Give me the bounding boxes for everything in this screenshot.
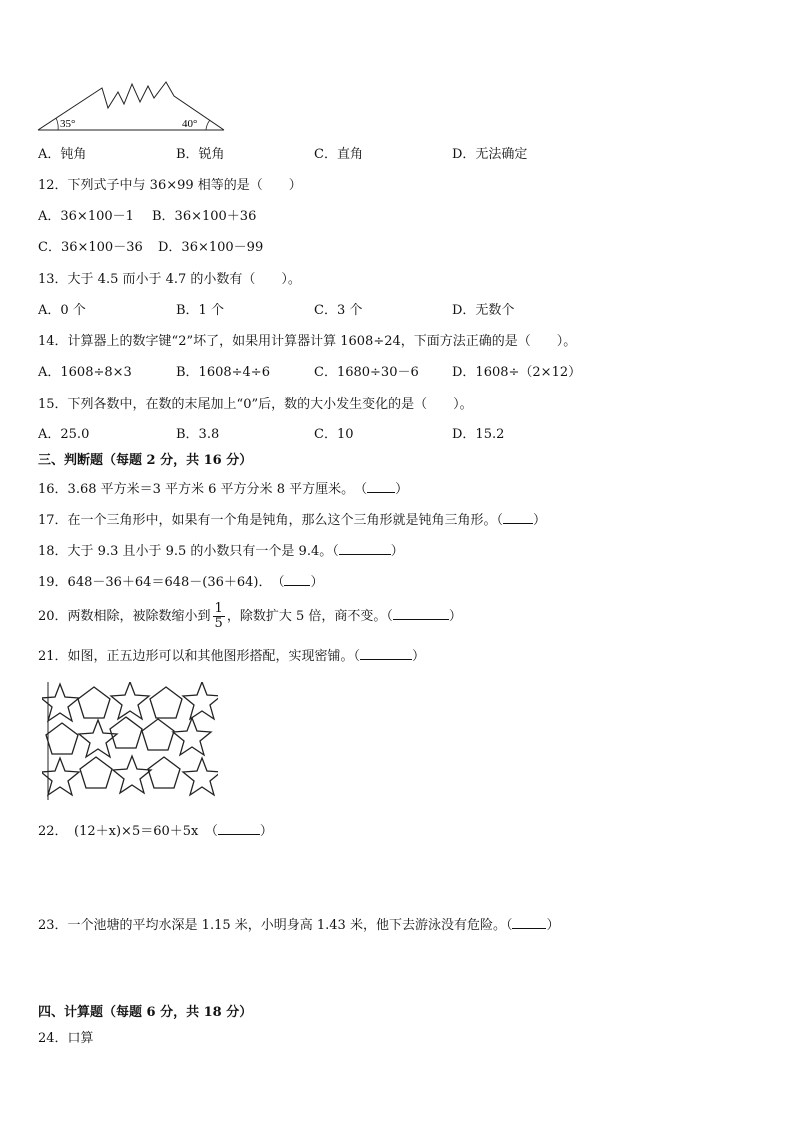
q12-stem: 12．下列式子中与 36×99 相等的是（ ） [38, 178, 302, 193]
q18-answer-blank[interactable] [339, 541, 391, 555]
section-4-heading: 四、计算题（每题 6 分，共 18 分） [38, 1005, 253, 1020]
q14-option-b[interactable]: B．1608÷4÷6 [176, 365, 270, 380]
q24-stem: 24．口算 [38, 1031, 94, 1046]
q15-option-b[interactable]: B．3.8 [176, 427, 220, 442]
q13-option-b[interactable]: B．1 个 [176, 303, 224, 318]
angle-figure [36, 80, 236, 136]
q11-option-c[interactable]: C．直角 [314, 147, 363, 162]
q20-fraction [213, 602, 225, 631]
q13-option-d[interactable]: D．无数个 [452, 303, 515, 318]
q22-text: 22． (12＋x)×5＝60＋5x （ [38, 824, 218, 839]
q17 [38, 510, 546, 530]
q16-close: ） [395, 482, 409, 497]
q17-text: 17．在一个三角形中，如果有一个角是钝角，那么这个三角形就是钝角三角形。（ [38, 513, 504, 528]
q18 [38, 541, 404, 561]
q15-option-c[interactable]: C．10 [314, 427, 354, 442]
q15-option-d[interactable]: D．15.2 [452, 427, 505, 442]
q14-option-c[interactable]: C．1680÷30－6 [314, 365, 419, 380]
q19 [38, 572, 324, 592]
q21 [38, 646, 425, 666]
q13-stem: 13．大于 4.5 而小于 4.7 的小数有（ ）。 [38, 272, 301, 287]
q12-option-c[interactable]: C．36×100－36 [38, 240, 143, 255]
q16 [38, 479, 408, 499]
q18-text: 18．大于 9.3 且小于 9.5 的小数只有一个是 9.4。（ [38, 544, 339, 559]
q20-close: ） [448, 609, 462, 624]
q11-option-a[interactable]: A．钝角 [38, 147, 87, 162]
q18-close: ） [390, 544, 404, 559]
q12-option-b[interactable]: B．36×100＋36 [152, 209, 257, 224]
q23-text: 23．一个池塘的平均水深是 1.15 米，小明身高 1.43 米，他下去游泳没有危险。（ [38, 918, 513, 933]
q23-close: ） [546, 918, 560, 933]
q12-option-d[interactable]: D．36×100－99 [158, 240, 264, 255]
q14-stem: 14．计算器上的数字键“2”坏了，如果用计算器计算 1608÷24，下面方法正确的是（ ）。 [38, 334, 577, 349]
q15-option-a[interactable]: A．25.0 [38, 427, 90, 442]
q11-option-d[interactable]: D．无法确定 [452, 147, 528, 162]
q22-answer-blank[interactable] [218, 821, 260, 835]
q19-text: 19．648－36＋64＝648－(36＋64)． （ [38, 575, 285, 590]
q13-option-c[interactable]: C．3 个 [314, 303, 363, 318]
q20-fraction-numerator: 1 [214, 601, 223, 616]
q11-option-b[interactable]: B．锐角 [176, 147, 225, 162]
q20-text-post: ，除数扩大 5 倍，商不变。（ [226, 609, 393, 624]
q14-option-d[interactable]: D．1608÷（2×12） [452, 365, 582, 380]
section-3-heading: 三、判断题（每题 2 分，共 16 分） [38, 453, 253, 468]
q21-text: 21．如图，正五边形可以和其他图形搭配，实现密铺。（ [38, 649, 361, 664]
q20-answer-blank[interactable] [393, 606, 449, 620]
tessellation-figure [42, 682, 218, 800]
q19-close: ） [310, 575, 324, 590]
q22 [38, 821, 273, 841]
q21-answer-blank[interactable] [360, 646, 412, 660]
q14-option-a[interactable]: A．1608÷8×3 [38, 365, 132, 380]
q21-close: ） [412, 649, 426, 664]
q23-answer-blank[interactable] [512, 915, 546, 929]
q20 [38, 599, 462, 635]
q17-close: ） [533, 513, 547, 528]
q13-option-a[interactable]: A．0 个 [38, 303, 86, 318]
angle-left-label: 35° [60, 118, 76, 130]
q16-answer-blank[interactable] [367, 479, 395, 493]
q16-text: 16．3.68 平方米＝3 平方米 6 平方分米 8 平方厘米。 （ [38, 482, 368, 497]
q17-answer-blank[interactable] [503, 510, 533, 524]
q15-stem: 15．下列各数中，在数的末尾加上“0”后，数的大小发生变化的是（ ）。 [38, 397, 473, 412]
q22-close: ） [259, 824, 273, 839]
q20-text-pre: 20．两数相除，被除数缩小到 [38, 609, 211, 624]
angle-right-label: 40° [182, 118, 198, 130]
q19-answer-blank[interactable] [284, 572, 310, 586]
q23 [38, 915, 559, 935]
q12-option-a[interactable]: A．36×100－1 [38, 209, 134, 224]
q20-fraction-denominator: 5 [214, 616, 223, 631]
